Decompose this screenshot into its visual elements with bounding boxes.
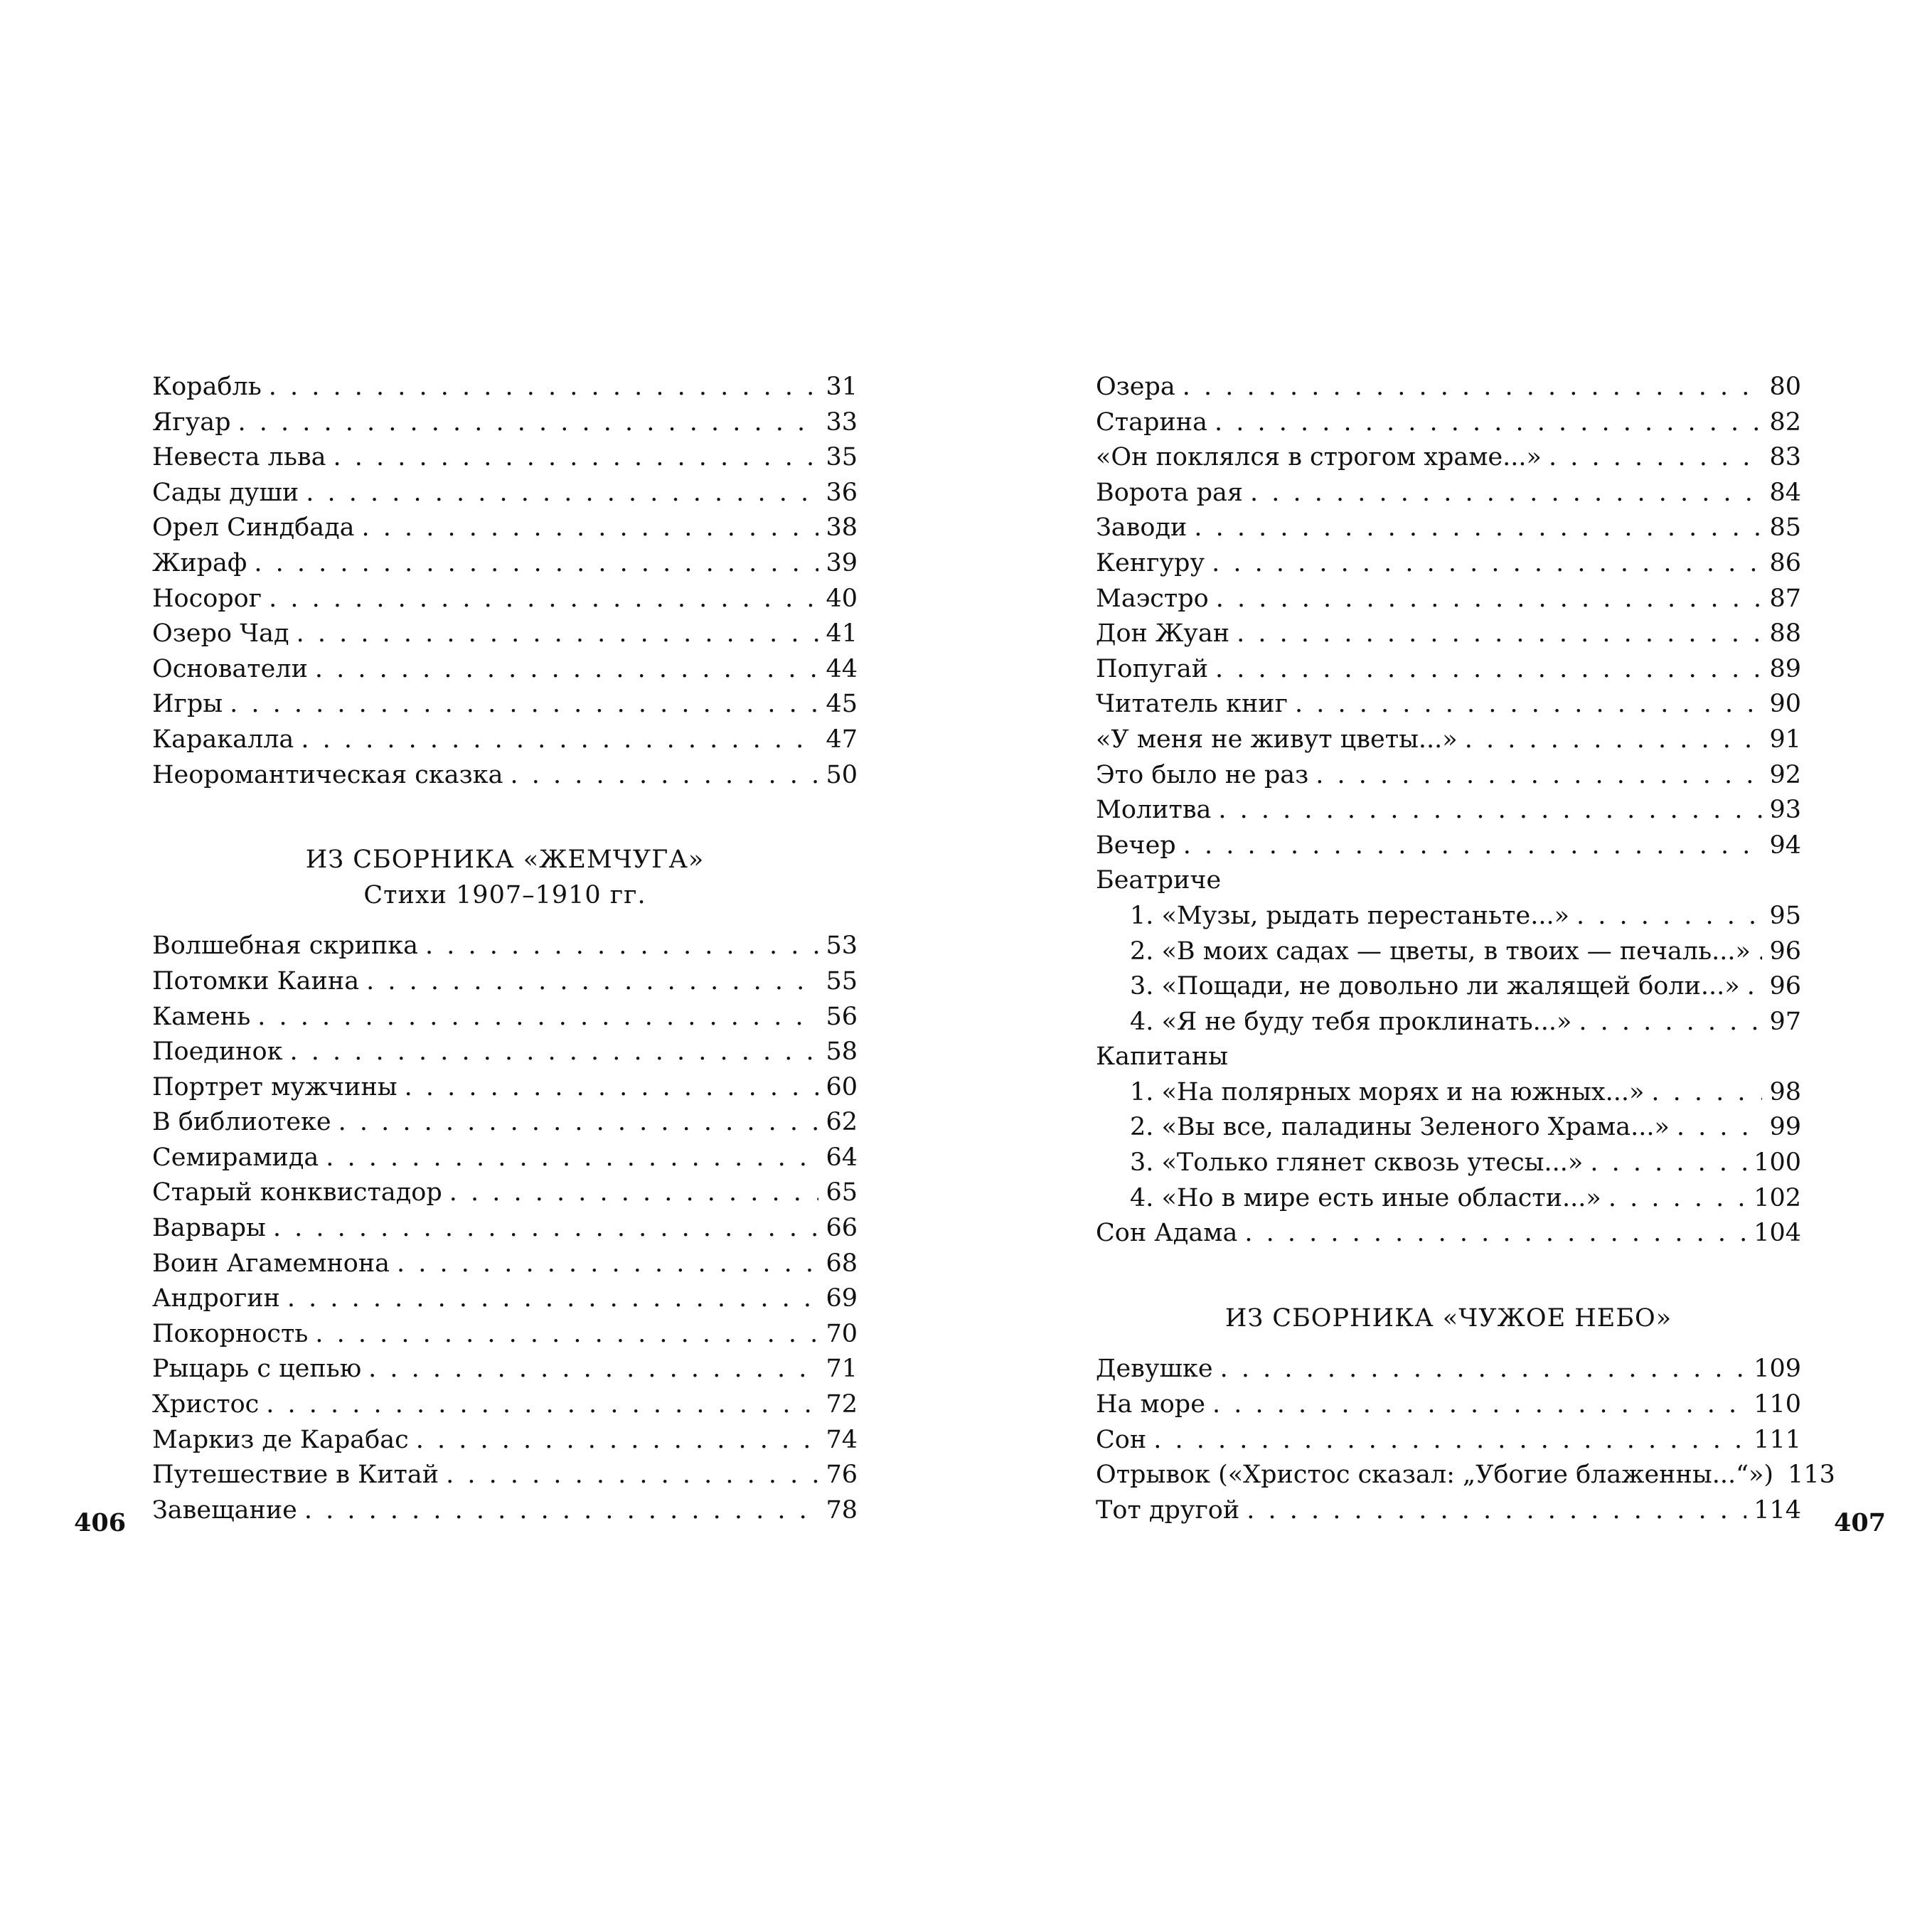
toc-entry-title: Поединок (152, 1037, 283, 1067)
toc-entry[interactable] (152, 511, 858, 546)
dot-leader (1576, 899, 1762, 934)
toc-entry[interactable] (1096, 370, 1801, 405)
toc-entry-page: 45 (826, 690, 858, 719)
toc-entry[interactable] (1096, 1005, 1801, 1040)
dot-leader (1677, 1110, 1763, 1146)
dot-leader (368, 1352, 818, 1387)
toc-entry-page: 55 (826, 966, 858, 996)
toc-entry-title: Молитва (1096, 796, 1212, 825)
toc-entry[interactable] (152, 1458, 858, 1493)
toc-entry[interactable] (1096, 511, 1801, 546)
toc-entry-title: Андрогин (152, 1284, 280, 1313)
toc-entry[interactable] (152, 1387, 858, 1423)
dot-leader (416, 1423, 819, 1458)
toc-entry-title: Озеро Чад (152, 619, 289, 649)
dot-leader (397, 1247, 818, 1282)
toc-entry-title: Рыцарь с цепью (152, 1355, 362, 1384)
toc-entry-page: 78 (826, 1495, 858, 1525)
toc-entry-title: «Он поклялся в строгом храме...» (1096, 443, 1542, 472)
toc-entry[interactable] (152, 1352, 858, 1387)
toc-entry[interactable] (152, 758, 858, 794)
toc-entry[interactable] (152, 1035, 858, 1070)
toc-entry[interactable] (152, 1493, 858, 1529)
toc-entry-page: 69 (826, 1284, 858, 1313)
toc-list-before-zhemchuga (152, 370, 858, 793)
toc-entry-title: Отрывок («Христос сказал: „Убогие блаженны...“») (1096, 1461, 1774, 1490)
dot-leader (326, 1141, 818, 1176)
toc-entry-title: Корабль (152, 373, 262, 401)
dot-leader (1315, 758, 1762, 794)
toc-entry-page: 83 (1769, 443, 1801, 472)
toc-entry-title: Путешествие в Китай (152, 1461, 439, 1490)
dot-leader (1590, 1146, 1746, 1181)
right-toc (1096, 370, 1835, 1528)
toc-entry[interactable] (152, 617, 858, 652)
toc-entry[interactable] (152, 1211, 858, 1247)
toc-entry[interactable] (152, 1281, 858, 1317)
toc-entry-title: Носорог (152, 584, 262, 613)
toc-entry[interactable] (1096, 687, 1801, 722)
toc-entry-title: Жираф (152, 548, 247, 577)
toc-entry-title: На море (1096, 1390, 1205, 1419)
toc-entry[interactable] (1096, 405, 1801, 441)
toc-entry-page: 89 (1769, 654, 1801, 683)
toc-entry[interactable] (1096, 1075, 1801, 1111)
toc-entry-title: 1. «На полярных морях и на южных...» (1130, 1077, 1645, 1106)
toc-entry-title: 1. «Музы, рыдать перестаньте...» (1130, 901, 1570, 930)
toc-entry[interactable] (152, 1000, 858, 1035)
toc-entry-title: Семирамида (152, 1143, 319, 1172)
toc-entry-title: Попугай (1096, 654, 1209, 683)
toc-entry-title: Сон Адама (1096, 1219, 1238, 1248)
toc-entry-title: Это было не раз (1096, 760, 1309, 789)
dot-leader (315, 652, 819, 688)
dot-leader (238, 405, 818, 441)
toc-entry-son-adama[interactable] (1096, 1216, 1801, 1251)
toc-entry-page: 99 (1769, 1113, 1801, 1142)
dot-leader (1247, 1493, 1746, 1529)
toc-entry-page: 64 (826, 1143, 858, 1172)
toc-entry-page: 84 (1769, 478, 1801, 507)
toc-entry-title: 3. «Только глянет сквозь утесы...» (1130, 1148, 1584, 1178)
toc-entry-title: «У меня не живут цветы...» (1096, 725, 1458, 754)
toc-entry[interactable] (1096, 1458, 1835, 1493)
dot-leader (1465, 722, 1763, 758)
toc-entry-page: 92 (1769, 760, 1801, 789)
toc-entry-page: 95 (1769, 901, 1801, 930)
toc-entry-title: 2. «В моих садах — цветы, в твоих — печаль...» (1130, 936, 1751, 966)
toc-entry[interactable] (152, 476, 858, 511)
toc-entry-page: 91 (1769, 725, 1801, 754)
toc-entry-title: Старый конквистадор (152, 1178, 442, 1207)
toc-entry-title: Озера (1096, 373, 1175, 401)
toc-entry-page: 71 (826, 1355, 858, 1384)
dot-leader (1216, 582, 1763, 617)
dot-leader (1651, 1075, 1762, 1111)
toc-entry-page: 96 (1769, 936, 1801, 966)
dot-leader (273, 1211, 819, 1247)
toc-entry[interactable] (1096, 1493, 1801, 1529)
dot-leader (1183, 370, 1763, 405)
toc-entry-page: 65 (826, 1178, 858, 1207)
toc-entry[interactable] (152, 1247, 858, 1282)
toc-entry[interactable] (152, 1423, 858, 1458)
section-heading-zhemchuga: ИЗ СБОРНИКА «ЖЕМЧУГА» (305, 845, 705, 875)
toc-entry[interactable] (1096, 617, 1801, 652)
toc-entry-page: 82 (1769, 407, 1801, 437)
toc-entry-title: Орел Синдбада (152, 513, 355, 543)
dot-leader (230, 687, 818, 722)
toc-entry-page: 40 (826, 584, 858, 613)
section-subheading-years: Стихи 1907–1910 гг. (363, 880, 646, 909)
toc-entry-page: 80 (1769, 373, 1801, 401)
dot-leader (1153, 1423, 1746, 1458)
dot-leader (1183, 828, 1763, 864)
dot-leader (1747, 969, 1763, 1005)
toc-entry-page: 72 (826, 1390, 858, 1419)
toc-entry-page: 113 (1788, 1461, 1835, 1490)
toc-entry-page: 41 (826, 619, 858, 649)
toc-entry-page: 93 (1769, 796, 1801, 825)
dot-leader (366, 964, 818, 1000)
toc-entry-page: 111 (1754, 1425, 1801, 1454)
dot-leader (510, 758, 818, 794)
toc-entry[interactable] (1096, 440, 1801, 476)
toc-entry-page: 104 (1754, 1219, 1801, 1248)
dot-leader (254, 546, 818, 582)
dot-leader (257, 1000, 818, 1035)
toc-entry[interactable] (152, 582, 858, 617)
toc-entry-page: 58 (826, 1037, 858, 1067)
toc-entry-title: Каракалла (152, 725, 294, 754)
toc-entry-title: Игры (152, 690, 223, 719)
toc-entry[interactable] (152, 652, 858, 688)
dot-leader (306, 476, 818, 511)
toc-entry[interactable] (1096, 1181, 1801, 1217)
toc-entry-title: Волшебная скрипка (152, 932, 419, 961)
toc-entry-page: 114 (1754, 1495, 1801, 1525)
dot-leader (449, 1175, 819, 1211)
toc-entry-page: 56 (826, 1002, 858, 1031)
dot-leader (362, 511, 819, 546)
toc-entry-page: 100 (1754, 1148, 1801, 1178)
toc-entry-page: 68 (826, 1249, 858, 1278)
toc-entry-title: Невеста льва (152, 443, 326, 472)
toc-list-chuzhoe-nebo (1096, 1352, 1835, 1528)
toc-entry[interactable] (1096, 793, 1801, 828)
dot-leader (1218, 793, 1762, 828)
toc-entry-title: Потомки Каина (152, 966, 360, 996)
toc-entry-page: 96 (1769, 972, 1801, 1001)
toc-entry[interactable] (152, 1141, 858, 1176)
toc-entry-page: 44 (826, 654, 858, 683)
dot-leader (297, 617, 819, 652)
toc-entry[interactable] (152, 405, 858, 441)
dot-leader (269, 582, 818, 617)
toc-entry-page: 35 (826, 443, 858, 472)
toc-entry-title: Сон (1096, 1425, 1147, 1454)
toc-entry[interactable] (152, 964, 858, 1000)
toc-entry-page: 86 (1769, 548, 1801, 577)
dot-leader (1212, 546, 1762, 582)
dot-leader (338, 1105, 819, 1141)
toc-entry-title: Завещание (152, 1495, 297, 1525)
toc-entry-title: Маркиз де Карабас (152, 1425, 409, 1454)
toc-list-zhemchuga (152, 929, 858, 1528)
toc-entry-page: 66 (826, 1214, 858, 1243)
toc-entry[interactable] (1096, 1110, 1801, 1146)
toc-entry-title: Покорность (152, 1319, 309, 1348)
toc-entry-title: 4. «Я не буду тебя проклинать...» (1130, 1007, 1572, 1036)
dot-leader (1215, 405, 1763, 441)
dot-leader (405, 1070, 819, 1106)
toc-entry-page: 33 (826, 407, 858, 437)
toc-entry[interactable] (1096, 1387, 1801, 1423)
toc-entry-page: 110 (1754, 1390, 1801, 1419)
dot-leader (1237, 617, 1762, 652)
toc-entry-page: 60 (826, 1072, 858, 1101)
dot-leader (1250, 476, 1762, 511)
toc-entry-page: 90 (1769, 690, 1801, 719)
toc-entry-page: 31 (826, 373, 858, 401)
toc-entry-title: Сады души (152, 478, 299, 507)
toc-entry[interactable] (1096, 1423, 1801, 1458)
toc-entry[interactable] (152, 1105, 858, 1141)
toc-entry-title: Варвары (152, 1214, 266, 1243)
dot-leader (1608, 1181, 1746, 1217)
dot-leader (269, 370, 819, 405)
toc-entry-page: 70 (826, 1319, 858, 1348)
dot-leader (1220, 1352, 1747, 1387)
toc-entry-title: Читатель книг (1096, 690, 1288, 719)
toc-entry-page: 62 (826, 1108, 858, 1137)
toc-entry[interactable] (152, 722, 858, 758)
toc-entry-page: 50 (826, 760, 858, 789)
toc-entry-title: Девушке (1096, 1355, 1213, 1384)
toc-entry-page: 38 (826, 513, 858, 543)
toc-entry[interactable] (1096, 758, 1801, 794)
section-heading-chuzhoe-nebo: ИЗ СБОРНИКА «ЧУЖОЕ НЕБО» (1224, 1303, 1672, 1333)
toc-entry[interactable] (152, 440, 858, 476)
group-title-beatrice: Беатриче (1096, 866, 1222, 895)
dot-leader (304, 1493, 819, 1529)
toc-entry[interactable] (1096, 722, 1801, 758)
page-number-right: 407 (1834, 1508, 1886, 1537)
dot-leader (315, 1317, 818, 1352)
toc-entry-title: Основатели (152, 654, 308, 683)
dot-leader (301, 722, 818, 758)
dot-leader (446, 1458, 818, 1493)
toc-entry[interactable] (1096, 476, 1801, 511)
toc-entry-page: 76 (826, 1461, 858, 1490)
page-number-left: 406 (74, 1508, 127, 1537)
toc-entry-page: 39 (826, 548, 858, 577)
toc-entry-page: 98 (1769, 1077, 1801, 1106)
toc-entry[interactable] (1096, 899, 1801, 934)
toc-entry[interactable] (152, 546, 858, 582)
toc-entry-title: Дон Жуан (1096, 619, 1230, 649)
toc-list-captains (1096, 1075, 1801, 1216)
dot-leader (1215, 652, 1762, 688)
dot-leader (1244, 1216, 1746, 1251)
toc-entry[interactable] (152, 1175, 858, 1211)
toc-entry-page: 53 (826, 932, 858, 961)
toc-entry-title: Неоромантическая сказка (152, 760, 503, 789)
toc-entry-page: 94 (1769, 831, 1801, 860)
dot-leader (1212, 1387, 1746, 1423)
dot-leader (1549, 440, 1762, 476)
toc-entry[interactable] (152, 1317, 858, 1352)
toc-entry-title: 4. «Но в мире есть иные области...» (1130, 1183, 1601, 1212)
toc-entry-title: Воин Агамемнона (152, 1249, 390, 1278)
toc-entry-page: 74 (826, 1425, 858, 1454)
toc-entry[interactable] (1096, 1146, 1801, 1181)
toc-entry[interactable] (152, 370, 858, 405)
toc-entry-title: 2. «Вы все, паладины Зеленого Храма...» (1130, 1113, 1670, 1142)
toc-entry-page: 85 (1769, 513, 1801, 543)
toc-entry-title: Портрет мужчины (152, 1072, 397, 1101)
toc-entry-title: Ворота рая (1096, 478, 1243, 507)
dot-leader (1579, 1005, 1762, 1040)
toc-entry-title: Заводи (1096, 513, 1188, 543)
dot-leader (289, 1035, 818, 1070)
toc-entry-title: Ягуар (152, 407, 231, 437)
dot-leader (1295, 687, 1762, 722)
toc-entry-title: Старина (1096, 407, 1207, 437)
toc-entry[interactable] (1096, 828, 1801, 864)
toc-list-beatrice (1096, 899, 1801, 1040)
toc-entry-title: Вечер (1096, 831, 1176, 860)
toc-entry-page: 47 (826, 725, 858, 754)
toc-entry[interactable] (1096, 652, 1801, 688)
dot-leader (1194, 511, 1762, 546)
group-title-captains: Капитаны (1096, 1042, 1229, 1072)
toc-entry-title: 3. «Пощади, не довольно ли жалящей боли...» (1130, 972, 1740, 1001)
toc-entry[interactable] (1096, 582, 1801, 617)
toc-list-continued (1096, 370, 1801, 863)
dot-leader (425, 929, 818, 964)
toc-entry-page: 102 (1754, 1183, 1801, 1212)
toc-entry[interactable] (152, 1070, 858, 1106)
toc-entry[interactable] (152, 687, 858, 722)
toc-entry-page: 97 (1769, 1007, 1801, 1036)
toc-entry-title: Тот другой (1096, 1495, 1240, 1525)
toc-entry[interactable] (1096, 969, 1801, 1005)
toc-entry[interactable] (1096, 546, 1801, 582)
toc-entry-title: В библиотеке (152, 1108, 331, 1137)
toc-entry-title: Камень (152, 1002, 251, 1031)
toc-entry[interactable] (1096, 1352, 1801, 1387)
toc-entry-page: 87 (1769, 584, 1801, 613)
toc-entry-title: Кенгуру (1096, 548, 1205, 577)
toc-entry-page: 109 (1754, 1355, 1801, 1384)
dot-leader (1758, 934, 1763, 970)
dot-leader (266, 1387, 818, 1423)
toc-entry[interactable] (152, 929, 858, 964)
toc-entry-page: 88 (1769, 619, 1801, 649)
toc-entry[interactable] (1096, 934, 1801, 970)
dot-leader (333, 440, 818, 476)
toc-entry-title: Христос (152, 1390, 260, 1419)
toc-entry-page: 36 (826, 478, 858, 507)
left-toc (152, 370, 858, 1528)
dot-leader (287, 1281, 819, 1317)
toc-entry-title: Маэстро (1096, 584, 1209, 613)
